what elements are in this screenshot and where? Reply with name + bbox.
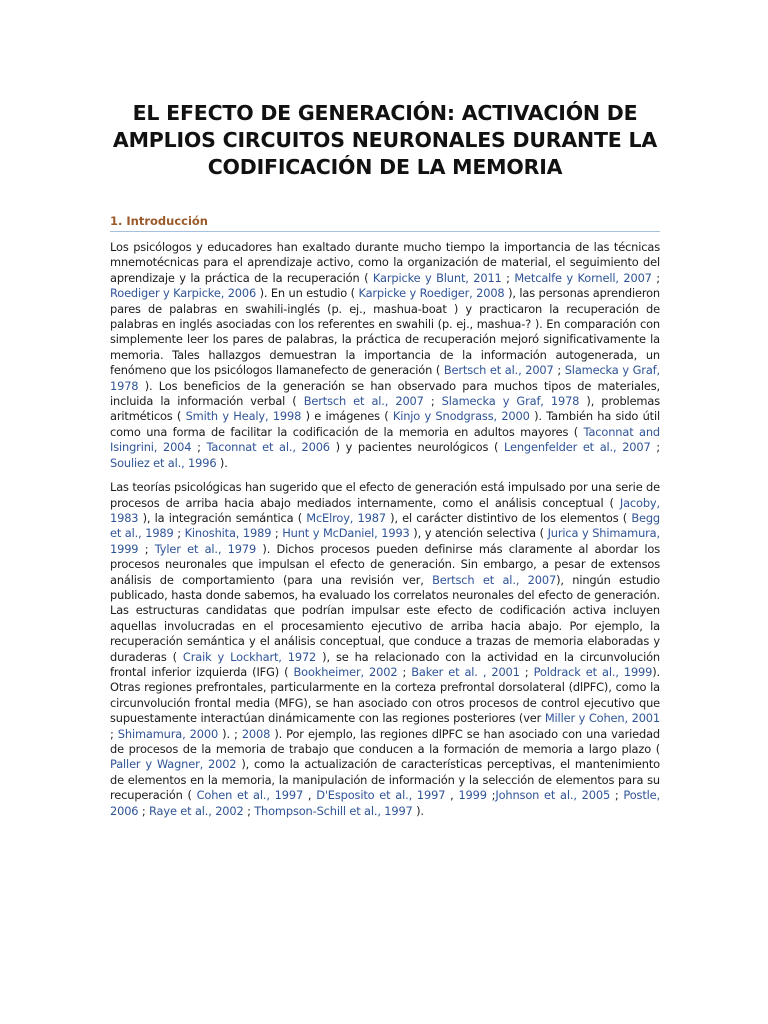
citation-link[interactable]: Baker et al. , 2001 — [411, 664, 520, 679]
citation-link[interactable]: 2008 — [241, 726, 271, 741]
paragraph-text: Los psicólogos y educadores han exaltado durante mucho tiempo la importancia de las técnicas mnemotécnicas para el aprendizaje activo, como la organización de material, el seguimiento del aprendizaje y la práctica de la recuperación ( — [110, 240, 660, 285]
paragraph-text: ; — [610, 788, 624, 803]
citation-link[interactable]: Craik y Lockhart, 1972 — [182, 649, 317, 664]
citation-link[interactable]: Bookheimer, 2002 — [293, 664, 398, 679]
paragraph-text: ), se ha relacionado con la actividad en la circunvolución frontal inferior izquierda (IFG) ( — [110, 649, 660, 679]
paragraph-text: ; — [397, 664, 412, 679]
paragraph-text: ) y pacientes neurológicos ( — [329, 440, 504, 455]
citation-link[interactable]: Poldrack et al., 1999 — [533, 664, 653, 679]
paragraph-text: ; — [519, 664, 534, 679]
citation-link[interactable]: Cohen et al., 1997 — [196, 788, 304, 803]
paragraph-text: ; — [110, 726, 118, 741]
paragraph-text: ), y atención selectiva ( — [409, 526, 548, 541]
section-heading-introduction: 1. Introducción — [110, 214, 660, 232]
citation-link[interactable]: Postle, 2006 — [110, 788, 660, 818]
paragraph-text: ), las personas aprendieron pares de palabras en swahili-inglés (p. ej., mashua-boat ) y practicaron la recuperación de palabras en inglés asociadas con los referentes en swahili (p. ej., mashua-? ). En comparación con simplemente leer los pares de palabras, la práctica de recuperación mejoró significativamente la memoria. Tales hallazgos demuestran la importancia de la información autogenerada, un fenómeno que los psicólogos llamanefecto de generación ( — [110, 286, 661, 378]
paragraph-text: ; — [138, 541, 155, 556]
paragraph-text: ). Los beneficios de la generación se han observado para muchos tipos de materiales, incluida la información verbal ( — [110, 378, 660, 409]
citation-link[interactable]: Karpicke y Blunt, 2011 — [372, 270, 502, 285]
citation-link[interactable]: Paller y Wagner, 2002 — [110, 757, 237, 772]
citation-link[interactable]: Smith y Healy, 1998 — [185, 409, 302, 424]
document-page — [110, 100, 660, 828]
paragraph-text: ; — [191, 440, 207, 455]
paragraph-text: ). ; — [218, 726, 242, 741]
paragraph-text: ; — [501, 270, 515, 285]
paragraph-text: ; — [650, 440, 660, 455]
paragraph-text: ). En un estudio ( — [256, 286, 359, 301]
citation-link[interactable]: 1999 — [458, 788, 487, 803]
paragraph-text: ; — [423, 394, 442, 409]
paragraph-text: ), el carácter distintivo de los elementos ( — [385, 510, 632, 525]
paragraph-text: ). También ha sido útil como una forma de facilitar la codificación de la memoria en adultos mayores ( — [110, 409, 660, 439]
citation-link[interactable]: Karpicke y Roediger, 2008 — [358, 286, 505, 301]
title-line-1: EL EFECTO DE GENERACIÓN: ACTIVACIÓN DE — [132, 101, 638, 125]
paragraph-text: ). Otras regiones prefrontales, particularmente en la corteza prefrontal dorsolateral (dlPFC), como la circunvolución frontal media (MFG), se han asociado con otros procesos de control ejecutivo que supuestamente interactúan dinámicamente con las regiones posteriores (ver — [110, 664, 660, 726]
citation-link[interactable]: Thompson-Schill et al., 1997 — [254, 803, 413, 818]
paragraph-text: ), la integración semántica ( — [138, 510, 307, 525]
paragraph-text: ), problemas aritméticos ( — [110, 394, 660, 424]
citation-link[interactable]: Shimamura, 2000 — [117, 726, 219, 741]
paragraph-text: ). — [412, 803, 424, 818]
citation-link[interactable]: Kinoshita, 1989 — [184, 526, 272, 541]
citation-link[interactable]: Bertsch et al., 2007 — [443, 363, 554, 378]
citation-link[interactable]: Johnson et al., 2005 — [495, 788, 611, 803]
title-line-3: CODIFICACIÓN DE LA MEMORIA — [207, 155, 563, 179]
citation-link[interactable]: Raye et al., 2002 — [149, 803, 244, 818]
citation-link[interactable]: Souliez et al., 1996 — [110, 455, 217, 470]
paragraph-text: ), ningún estudio publicado, hasta donde sabemos, ha evaluado los correlatos neuronales del efecto de generación. Las estructuras candidatas que podrían impulsar este efecto de codificación activa incluyen aquellas involucradas en el procesamiento ejecutivo de arriba hacia abajo. Por ejemplo, la recuperación semántica y el análisis conceptual, que conduce a trazas de memoria elaboradas y duraderas ( — [110, 572, 660, 664]
citation-link[interactable]: Jurica y Shimamura, 1999 — [110, 526, 660, 556]
citation-link[interactable]: Kinjo y Snodgrass, 2000 — [392, 409, 530, 424]
paragraph-text: ), como la actualización de características perceptivas, el mantenimiento de elementos en la memoria, la manipulación de información y la selección de elementos para su recuperación ( — [110, 757, 660, 803]
paragraph-text: ; — [486, 788, 496, 803]
paragraph-text: ; — [138, 803, 150, 818]
title-line-2: AMPLIOS CIRCUITOS NEURONALES DURANTE LA — [112, 128, 658, 152]
paragraph-text: ) e imágenes ( — [301, 409, 393, 424]
paragraph-text: , — [445, 788, 459, 803]
citation-link[interactable]: Metcalfe y Kornell, 2007 — [514, 270, 652, 285]
paragraph-text: ; — [651, 270, 660, 285]
document-title — [110, 100, 660, 181]
paragraph-text: ). — [216, 455, 228, 470]
paragraph-text: ). Por ejemplo, las regiones dlPFC se han asociado con una variedad de procesos de la memoria de trabajo que conducen a la formación de memoria a largo plazo ( — [110, 726, 660, 756]
paragraph-text: , — [303, 788, 317, 803]
paragraph-text: ). Dichos procesos pueden definirse más claramente al abordar los procesos neuronales que impulsan el efecto de generación. Sin embargo, a pesar de extensos análisis de comportamiento (para una revisión ver, — [110, 541, 660, 587]
citation-link[interactable]: Lengenfelder et al., 2007 — [503, 440, 651, 455]
citation-link[interactable]: D'Esposito et al., 1997 — [316, 788, 446, 803]
paragraph-1 — [110, 240, 660, 471]
citation-link[interactable]: Begg et al., 1989 — [110, 510, 660, 541]
paragraph-text: ; — [173, 526, 185, 541]
citation-link[interactable]: Slamecka y Graf, 1978 — [441, 394, 580, 409]
paragraph-text: Las teorías psicológicas han sugerido que el efecto de generación está impulsado por una serie de procesos de arriba hacia abajo mediados internamente, como el análisis conceptual ( — [110, 480, 660, 510]
citation-link[interactable]: Jacoby, 1983 — [110, 495, 660, 525]
citation-link[interactable]: Taconnat and Isingrini, 2004 — [110, 424, 660, 455]
paragraph-text: ; — [243, 803, 255, 818]
citation-link[interactable]: Miller y Cohen, 2001 — [544, 711, 660, 726]
paragraph-text: ; — [271, 526, 283, 541]
citation-link[interactable]: Bertsch et al., 2007 — [303, 394, 424, 409]
citation-link[interactable]: Bertsch et al., 2007 — [432, 572, 557, 587]
citation-link[interactable]: Hunt y McDaniel, 1993 — [282, 526, 410, 541]
citation-link[interactable]: Roediger y Karpicke, 2006 — [110, 286, 257, 301]
citation-link[interactable]: Taconnat et al., 2006 — [206, 440, 330, 455]
citation-link[interactable]: Tyler et al., 1979 — [154, 541, 257, 556]
citation-link[interactable]: McElroy, 1987 — [306, 510, 386, 525]
paragraph-2 — [110, 480, 660, 819]
citation-link[interactable]: Slamecka y Graf, 1978 — [110, 363, 660, 393]
paragraph-text: ; — [553, 363, 565, 378]
